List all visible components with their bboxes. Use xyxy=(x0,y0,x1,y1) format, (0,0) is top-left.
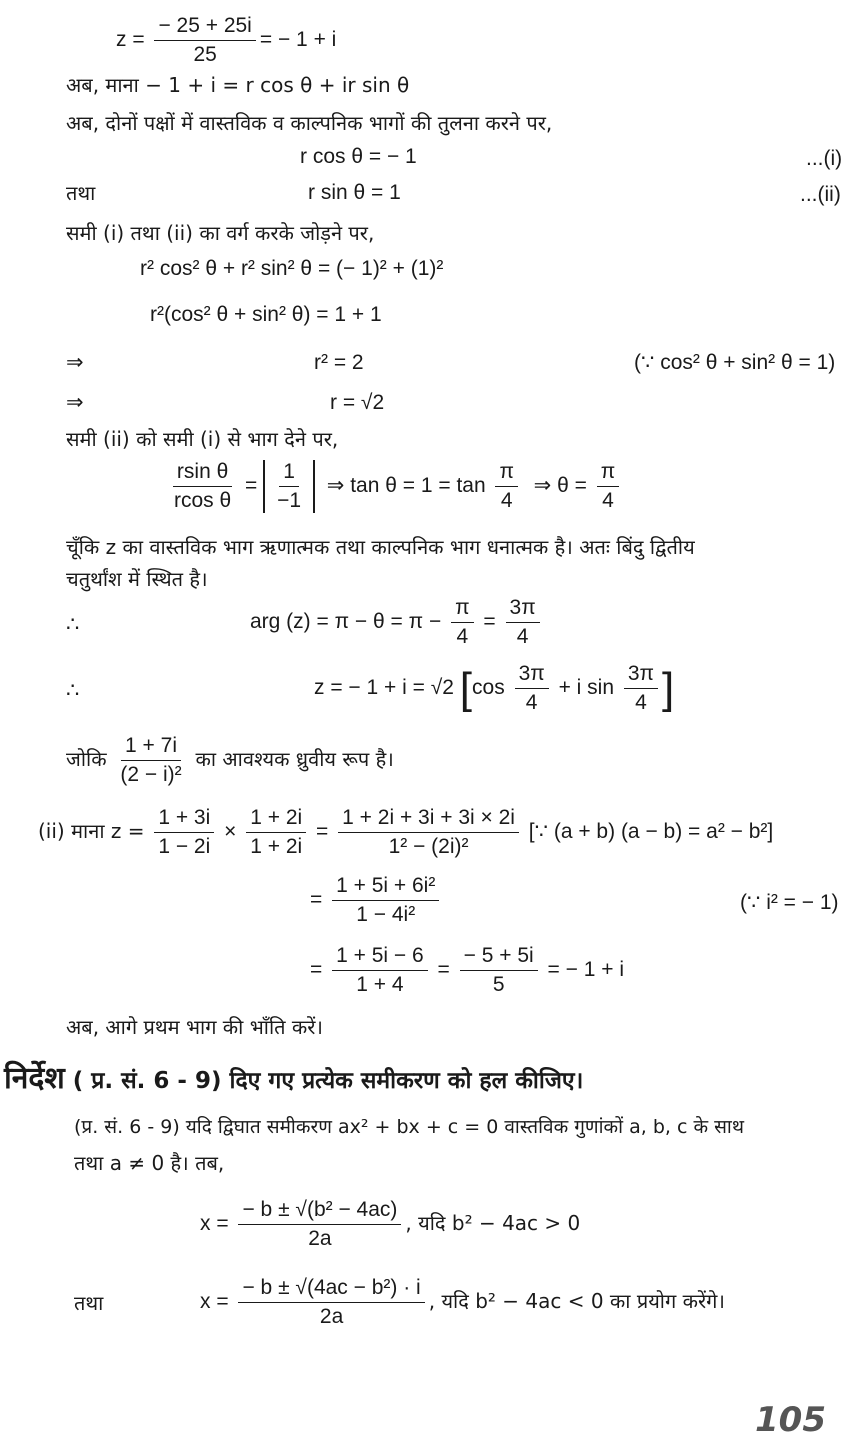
text-line: तथा a ≠ 0 है। तब, xyxy=(74,1151,225,1175)
text-line: अब, दोनों पक्षों में वास्तविक व काल्पनिक भागों की तुलना करने पर, xyxy=(66,111,553,135)
text-line: अब, माना − 1 + i = r cos θ + ir sin θ xyxy=(66,73,410,97)
text-line: चूँकि z का वास्तविक भाग ऋणात्मक तथा काल्पनिक भाग धनात्मक है। अतः बिंदु द्वितीय xyxy=(66,535,695,559)
implies-symbol: ⇒ xyxy=(66,351,84,374)
therefore-symbol: ∴ xyxy=(66,679,80,702)
equation-reason: (∵ cos² θ + sin² θ = 1) xyxy=(634,351,836,374)
equation: r² cos² θ + r² sin² θ = (− 1)² + (1)² xyxy=(140,257,444,280)
equation: = $\frac{\text{1 + 5i + 6i²}}{\text{1 − 4i²}}$ xyxy=(310,874,443,927)
quadratic-formula-complex: x = $\frac{\text{− b ± √(4ac − b²) · i}}{2a}$ , यदि b² − 4ac < 0 का प्रयोग करेंगे। xyxy=(200,1276,725,1328)
equation: r²(cos² θ + sin² θ) = 1 + 1 xyxy=(150,303,382,326)
text-line-polar-form: जोकि $\frac{1 + 7i}{\text{(2 − i)²}}$ का आवश्यक ध्रुवीय रूप है। xyxy=(66,734,394,786)
equation: r cos θ = − 1 xyxy=(300,145,417,168)
equation: = $\frac{1 + 5i - 6}{1 + 4}$ = $\frac{- 5 + 5i}{5}$ = − 1 + i xyxy=(310,944,625,996)
page-number: 105 xyxy=(755,1400,826,1440)
text-line: चतुर्थांश में स्थित है। xyxy=(66,567,208,591)
text-label: तथा xyxy=(74,1291,104,1315)
equation: r = √2 xyxy=(330,391,385,414)
equation-tan: $\frac{\text{rsin θ}}{\text{rcos θ}}$ = $\frac{1}{-1}$ ⇒ tan θ = 1 = tan $\frac{\pi}{4}$ ⇒ θ = $\frac{\pi}{4}$ xyxy=(166,460,623,513)
section-heading: निर्देश ( प्र. सं. 6 - 9) दिए गए प्रत्येक समीकरण को हल कीजिए। xyxy=(4,1061,584,1096)
text-line: समी (ii) को समी (i) से भाग देने पर, xyxy=(66,427,339,451)
text-line: (प्र. सं. 6 - 9) यदि द्विघात समीकरण ax² + bx + c = 0 वास्तविक गुणांकों a, b, c के साथ xyxy=(74,1116,744,1138)
equation-polar: z = − 1 + i = √2 [cos $\frac{3\pi}{4}$ + i sin $\frac{3\pi}{4}$ ] xyxy=(314,662,675,714)
equation-tag: ...(i) xyxy=(806,147,843,170)
text-line: अब, आगे प्रथम भाग की भाँति करें। xyxy=(66,1015,324,1039)
eq-z-value: z = $\frac{- 25 + 25i}{25}$ = − 1 + i xyxy=(116,14,337,66)
equation-arg: arg (z) = π − θ = π − $\frac{\pi}{4}$ = $\frac{3\pi}{4}$ xyxy=(250,596,544,649)
text-line: समी (i) तथा (ii) का वर्ग करके जोड़ने पर, xyxy=(66,221,375,245)
equation-reason: (∵ i² = − 1) xyxy=(740,891,839,914)
equation: r² = 2 xyxy=(314,351,364,374)
equation-tag: ...(ii) xyxy=(800,183,841,206)
text-label: तथा xyxy=(66,181,96,205)
equation: r sin θ = 1 xyxy=(308,181,401,204)
implies-symbol: ⇒ xyxy=(66,391,84,414)
therefore-symbol: ∴ xyxy=(66,613,80,636)
quadratic-formula-real: x = $\frac{\text{− b ± √(b² − 4ac)}}{2a}$ , यदि b² − 4ac > 0 xyxy=(200,1198,581,1250)
equation-part-ii: (ii) माना z = $\frac{1 + 3i}{1 - 2i}$ × $\frac{1 + 2i}{1 + 2i}$ = $\frac{1 + 2i + 3i + 3i \times 2i}{\text{1² − (2i)²}}$ [∵ (a + b) (a − b) = a² − b²] xyxy=(38,806,774,858)
